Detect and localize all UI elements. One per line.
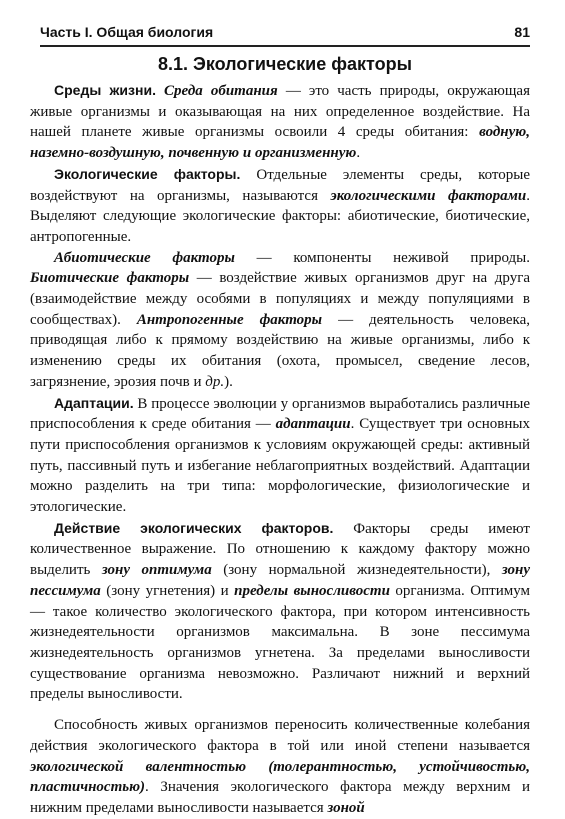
paragraph-factor-action — [30, 518, 530, 705]
page-number: 81 — [514, 24, 530, 40]
run-in-heading: Адаптации. — [54, 394, 134, 411]
section-title: Часть I. Общая биология — [40, 24, 214, 40]
body-text — [30, 80, 530, 819]
text: . Значения экологического фактора между верхним и нижним пределами выносливости называется — [30, 779, 530, 816]
run-in-heading: Экологические факторы. — [54, 165, 241, 182]
text-italic: др. — [205, 373, 225, 390]
text: . — [356, 145, 361, 162]
term: зону пессимума — [30, 562, 531, 599]
text: — воздействие живых организмов друг на друга (взаимодействие между особями в популяциях и между популяциями в сообществах). — [30, 270, 530, 328]
text: — это часть природы, окружающая живые организмы и оказывающая на них определенное воздействие. На нашей планете живые организмы освоили 4 среды обитания: — [30, 83, 530, 141]
paragraph-habitats — [30, 80, 530, 164]
chapter-title: 8.1. Экологические факторы — [158, 54, 412, 74]
text: — компоненты неживой природы. — [234, 249, 530, 266]
term: водную, наземно-воздушную, почвенную и организменную — [30, 124, 530, 162]
text: — деятельность человека, приводящая либо к прямому воздействию на живые организмы, либо к изменению среды их обитания (охота, промысел, сведение лесов, загрязнение, эрозия почв и — [30, 311, 530, 390]
term: Среда обитания — [164, 83, 278, 99]
running-header — [40, 24, 530, 44]
paragraph-ecological-valence — [30, 715, 530, 819]
run-in-heading: Действие экологических факторов. — [54, 519, 334, 536]
term: Антропогенные факторы — [136, 311, 323, 328]
term: экологическими факторами — [330, 187, 527, 204]
text: Способность живых организмов переносить количественные колебания действия экологического фактора в той или иной степени называется — [30, 717, 530, 754]
text: Факторы среды имеют количественное выражение. По отношению к каждому фактору можно выделить — [30, 520, 530, 579]
text: . Выделяют следующие экологические факторы: абиотические, биотические, антропогенные. — [30, 187, 530, 245]
text: ). — [224, 373, 233, 390]
term: зоной — [327, 799, 365, 816]
text: Отдельные элементы среды, которые воздействуют на организмы, называются — [30, 166, 530, 204]
run-in-heading: Среды жизни. — [54, 82, 156, 98]
header-rule — [40, 45, 530, 47]
term: пределы выносливости — [234, 582, 390, 599]
term: Биотические факторы — [30, 270, 190, 287]
paragraph-factor-types — [30, 248, 530, 393]
paragraph-ecological-factors — [30, 164, 530, 248]
text: организма. Оптимум — такое количество экологического фактора, при котором интенсивность жизнедеятельности организмов максимальна. В зоне пессимума жизнедеятельность организмов угнетена. За пределами выносливости существование организма невозможно. Различают нижний и верхний пределы выносливости. — [30, 582, 531, 703]
text: . Существует три основных пути приспособления организмов к условиям окружающей среды: активный путь, пассивный путь и избегание неблагоприятных воздействий. Адаптации можно разделить на три типа: морфологические, физиологические и этологические. — [30, 416, 530, 516]
term: экологической валентностью (толерантностью, устойчивостью, пластичностью) — [30, 758, 530, 796]
text: В процессе эволюции у организмов выработались различные приспособления к среде обитания — — [30, 395, 530, 433]
text: (зону угнетения) и — [100, 582, 235, 599]
term: адаптации — [275, 416, 351, 433]
term: Абиотические факторы — [54, 249, 235, 266]
paragraph-adaptations — [30, 393, 530, 518]
term: зону оптимума — [101, 562, 212, 579]
text: (зону нормальной жизнедеятельности), — [211, 562, 502, 579]
